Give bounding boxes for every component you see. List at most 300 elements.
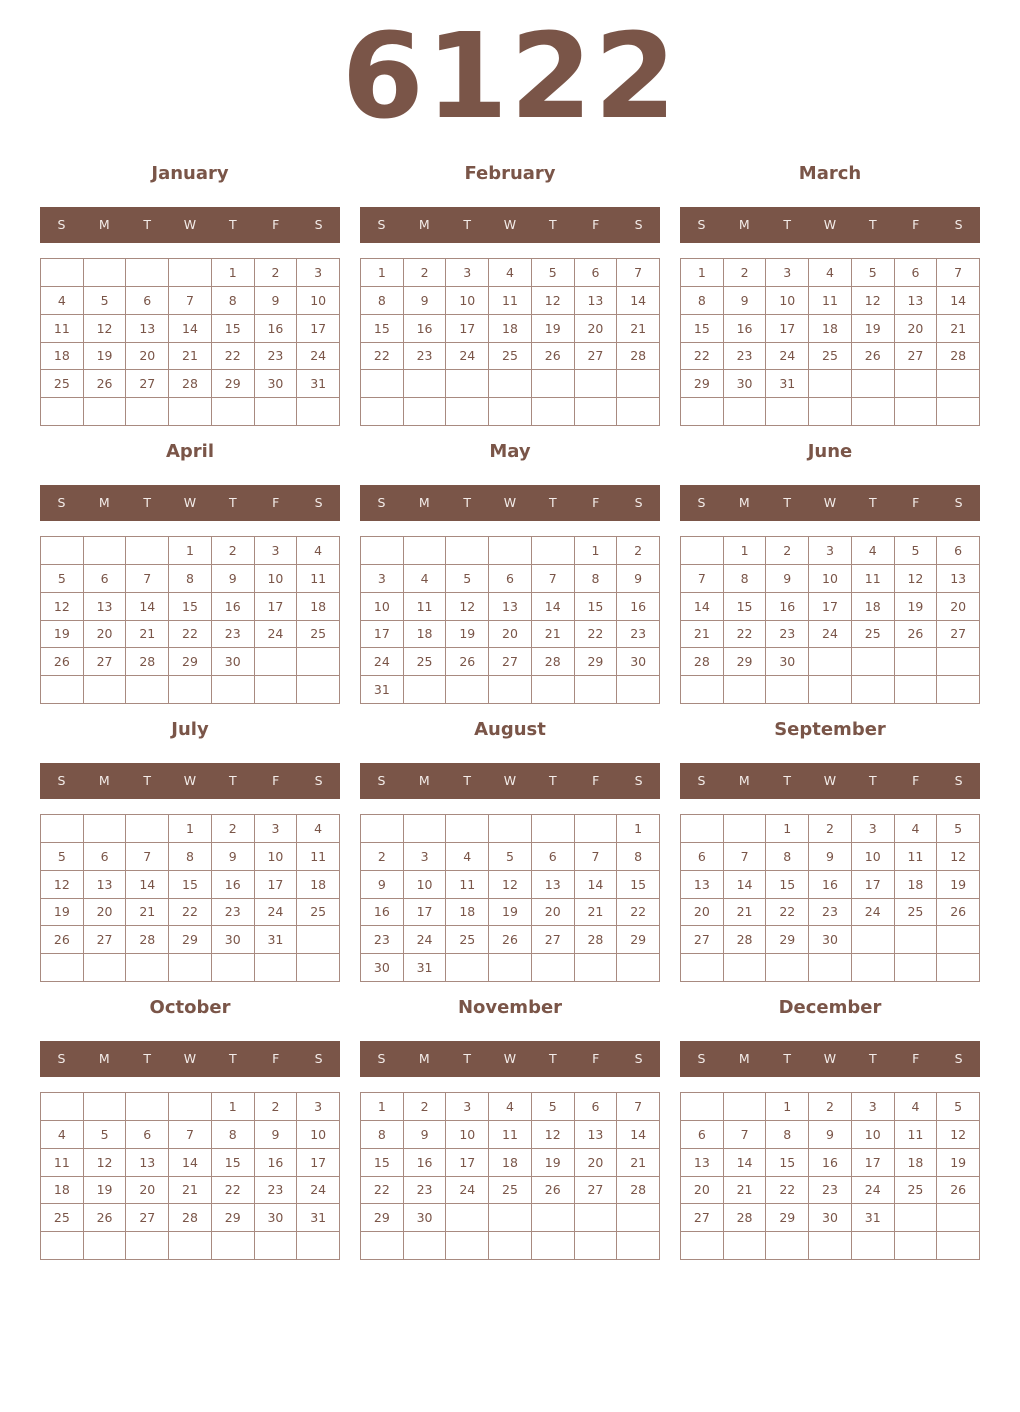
day-cell: 25 [852, 621, 895, 649]
day-grid [680, 536, 980, 704]
day-cell: 9 [404, 287, 447, 315]
empty-day-cell [766, 398, 809, 426]
day-cell: 8 [212, 287, 255, 315]
day-cell: 13 [126, 315, 169, 343]
day-cell: 21 [681, 621, 724, 649]
empty-day-cell [169, 1232, 212, 1260]
day-cell: 4 [489, 259, 532, 287]
month-name: October [149, 997, 231, 1018]
weekday-label: F [912, 773, 920, 788]
empty-day-cell [681, 954, 724, 982]
day-cell: 27 [489, 648, 532, 676]
day-cell: 15 [766, 871, 809, 899]
day-cell: 24 [255, 621, 298, 649]
day-cell: 13 [575, 287, 618, 315]
empty-day-cell [169, 398, 212, 426]
weekday-label: F [912, 1051, 920, 1066]
day-cell: 5 [532, 259, 575, 287]
weekday-label: M [738, 495, 750, 510]
day-cell: 31 [404, 954, 447, 982]
weekday-label: W [183, 495, 197, 510]
month-may [360, 436, 660, 704]
weekday-header [40, 1041, 340, 1077]
day-cell: 27 [575, 1177, 618, 1205]
day-cell: 21 [169, 343, 212, 371]
day-cell: 14 [937, 287, 980, 315]
day-cell: 9 [724, 287, 767, 315]
day-cell: 16 [255, 1149, 298, 1177]
day-cell: 20 [532, 899, 575, 927]
empty-day-cell [489, 398, 532, 426]
day-cell: 2 [212, 815, 255, 843]
day-cell: 11 [41, 315, 84, 343]
day-cell: 24 [297, 1177, 340, 1205]
weekday-label: F [592, 773, 600, 788]
weekday-label: W [503, 495, 517, 510]
empty-day-cell [126, 259, 169, 287]
day-cell: 28 [617, 1177, 660, 1205]
day-cell: 15 [766, 1149, 809, 1177]
weekday-label: S [697, 217, 706, 232]
day-cell: 18 [809, 315, 852, 343]
day-cell: 20 [681, 899, 724, 927]
day-cell: 26 [489, 926, 532, 954]
weekday-label: M [418, 217, 430, 232]
empty-day-cell [41, 954, 84, 982]
empty-day-cell [809, 676, 852, 704]
day-grid [360, 814, 660, 982]
empty-day-cell [84, 398, 127, 426]
weekday-label: T [463, 217, 471, 232]
day-cell: 7 [617, 259, 660, 287]
weekday-label: F [272, 1051, 280, 1066]
day-cell: 12 [446, 593, 489, 621]
empty-day-cell [212, 676, 255, 704]
weekday-label: S [314, 495, 323, 510]
day-cell: 23 [617, 621, 660, 649]
day-cell: 7 [617, 1093, 660, 1121]
day-cell: 18 [852, 593, 895, 621]
day-cell: 20 [489, 621, 532, 649]
day-cell: 24 [809, 621, 852, 649]
empty-day-cell [937, 648, 980, 676]
day-cell: 25 [297, 621, 340, 649]
day-cell: 28 [169, 370, 212, 398]
empty-day-cell [809, 370, 852, 398]
day-cell: 2 [404, 259, 447, 287]
day-cell: 11 [895, 843, 938, 871]
day-cell: 23 [255, 343, 298, 371]
day-cell: 18 [404, 621, 447, 649]
empty-day-cell [532, 815, 575, 843]
empty-day-cell [937, 1204, 980, 1232]
day-cell: 14 [681, 593, 724, 621]
day-cell: 4 [297, 537, 340, 565]
empty-day-cell [84, 1232, 127, 1260]
day-cell: 22 [724, 621, 767, 649]
empty-day-cell [212, 954, 255, 982]
day-cell: 20 [84, 621, 127, 649]
day-cell: 10 [852, 1121, 895, 1149]
day-cell: 28 [937, 343, 980, 371]
day-cell: 18 [895, 871, 938, 899]
day-cell: 23 [766, 621, 809, 649]
day-cell: 12 [84, 315, 127, 343]
day-cell: 2 [809, 1093, 852, 1121]
weekday-label: T [869, 217, 877, 232]
empty-day-cell [41, 398, 84, 426]
day-cell: 30 [255, 370, 298, 398]
day-cell: 8 [617, 843, 660, 871]
day-cell: 16 [404, 315, 447, 343]
weekday-label: T [783, 217, 791, 232]
day-cell: 5 [41, 565, 84, 593]
empty-day-cell [532, 954, 575, 982]
day-cell: 6 [575, 1093, 618, 1121]
day-cell: 30 [809, 1204, 852, 1232]
day-cell: 7 [724, 843, 767, 871]
empty-day-cell [575, 954, 618, 982]
day-cell: 17 [255, 593, 298, 621]
month-september [680, 714, 980, 982]
day-cell: 14 [575, 871, 618, 899]
month-name: September [774, 719, 886, 740]
day-cell: 18 [41, 343, 84, 371]
empty-day-cell [297, 926, 340, 954]
day-cell: 6 [84, 565, 127, 593]
day-cell: 7 [169, 1121, 212, 1149]
weekday-label: M [418, 495, 430, 510]
day-cell: 3 [297, 1093, 340, 1121]
day-grid [40, 1092, 340, 1260]
day-cell: 11 [489, 287, 532, 315]
weekday-header [680, 763, 980, 799]
weekday-label: T [783, 495, 791, 510]
day-cell: 3 [766, 259, 809, 287]
weekday-label: M [738, 217, 750, 232]
day-cell: 11 [41, 1149, 84, 1177]
day-cell: 16 [212, 871, 255, 899]
weekday-header [360, 485, 660, 521]
day-cell: 8 [212, 1121, 255, 1149]
day-cell: 14 [617, 287, 660, 315]
weekday-label: F [912, 495, 920, 510]
month-march [680, 158, 980, 426]
day-cell: 21 [937, 315, 980, 343]
empty-day-cell [361, 1232, 404, 1260]
day-cell: 14 [724, 1149, 767, 1177]
day-cell: 20 [681, 1177, 724, 1205]
empty-day-cell [809, 954, 852, 982]
empty-day-cell [937, 926, 980, 954]
month-august [360, 714, 660, 982]
day-cell: 21 [126, 899, 169, 927]
day-cell: 23 [724, 343, 767, 371]
empty-day-cell [41, 1093, 84, 1121]
empty-day-cell [361, 398, 404, 426]
weekday-label: T [143, 1051, 151, 1066]
day-cell: 30 [212, 926, 255, 954]
day-cell: 4 [895, 1093, 938, 1121]
day-cell: 15 [169, 593, 212, 621]
empty-day-cell [937, 370, 980, 398]
month-name: March [798, 163, 862, 184]
day-cell: 15 [575, 593, 618, 621]
day-cell: 13 [895, 287, 938, 315]
day-cell: 6 [489, 565, 532, 593]
empty-day-cell [446, 954, 489, 982]
day-cell: 28 [724, 1204, 767, 1232]
day-cell: 3 [809, 537, 852, 565]
day-cell: 18 [489, 1149, 532, 1177]
day-cell: 19 [446, 621, 489, 649]
day-cell: 29 [361, 1204, 404, 1232]
day-cell: 16 [809, 871, 852, 899]
empty-day-cell [41, 815, 84, 843]
empty-day-cell [895, 398, 938, 426]
day-cell: 9 [809, 843, 852, 871]
empty-day-cell [255, 954, 298, 982]
empty-day-cell [169, 954, 212, 982]
day-cell: 30 [766, 648, 809, 676]
day-cell: 18 [297, 593, 340, 621]
weekday-label: S [634, 1051, 643, 1066]
empty-day-cell [766, 1232, 809, 1260]
day-cell: 16 [255, 315, 298, 343]
weekday-label: M [738, 1051, 750, 1066]
year-title: 6122 [341, 7, 679, 145]
empty-day-cell [895, 648, 938, 676]
empty-day-cell [404, 676, 447, 704]
day-cell: 20 [937, 593, 980, 621]
weekday-header [680, 1041, 980, 1077]
empty-day-cell [297, 648, 340, 676]
empty-day-cell [489, 537, 532, 565]
month-january [40, 158, 340, 426]
day-cell: 25 [809, 343, 852, 371]
months-grid [40, 158, 980, 1260]
day-cell: 31 [297, 370, 340, 398]
day-cell: 11 [297, 565, 340, 593]
empty-day-cell [126, 815, 169, 843]
day-cell: 9 [255, 1121, 298, 1149]
day-cell: 19 [532, 315, 575, 343]
empty-day-cell [361, 370, 404, 398]
day-cell: 26 [937, 1177, 980, 1205]
day-cell: 27 [126, 370, 169, 398]
weekday-label: S [314, 1051, 323, 1066]
day-cell: 22 [766, 899, 809, 927]
day-cell: 2 [255, 1093, 298, 1121]
empty-day-cell [617, 1204, 660, 1232]
day-cell: 27 [937, 621, 980, 649]
empty-day-cell [895, 1232, 938, 1260]
empty-day-cell [84, 1093, 127, 1121]
weekday-label: S [377, 773, 386, 788]
empty-day-cell [766, 954, 809, 982]
day-cell: 24 [766, 343, 809, 371]
empty-day-cell [297, 676, 340, 704]
empty-day-cell [84, 537, 127, 565]
day-cell: 6 [895, 259, 938, 287]
empty-day-cell [724, 1232, 767, 1260]
empty-day-cell [937, 676, 980, 704]
day-cell: 7 [169, 287, 212, 315]
day-cell: 19 [41, 899, 84, 927]
day-cell: 19 [937, 1149, 980, 1177]
day-cell: 19 [489, 899, 532, 927]
empty-day-cell [617, 370, 660, 398]
empty-day-cell [255, 398, 298, 426]
day-cell: 29 [575, 648, 618, 676]
day-cell: 2 [404, 1093, 447, 1121]
weekday-label: S [634, 495, 643, 510]
empty-day-cell [169, 259, 212, 287]
empty-day-cell [532, 370, 575, 398]
day-cell: 22 [169, 621, 212, 649]
day-cell: 24 [852, 1177, 895, 1205]
day-cell: 25 [895, 1177, 938, 1205]
day-cell: 7 [532, 565, 575, 593]
day-cell: 8 [169, 843, 212, 871]
day-cell: 22 [766, 1177, 809, 1205]
weekday-label: T [229, 1051, 237, 1066]
weekday-label: T [463, 1051, 471, 1066]
empty-day-cell [297, 398, 340, 426]
empty-day-cell [532, 1204, 575, 1232]
empty-day-cell [126, 676, 169, 704]
weekday-label: S [57, 773, 66, 788]
weekday-header [360, 763, 660, 799]
day-cell: 6 [681, 843, 724, 871]
day-cell: 15 [169, 871, 212, 899]
day-cell: 25 [446, 926, 489, 954]
day-cell: 12 [41, 593, 84, 621]
day-cell: 5 [84, 1121, 127, 1149]
day-cell: 4 [809, 259, 852, 287]
day-cell: 3 [297, 259, 340, 287]
month-july [40, 714, 340, 982]
weekday-label: S [57, 217, 66, 232]
empty-day-cell [809, 398, 852, 426]
day-cell: 1 [361, 259, 404, 287]
empty-day-cell [681, 1093, 724, 1121]
empty-day-cell [404, 370, 447, 398]
empty-day-cell [404, 398, 447, 426]
day-cell: 31 [255, 926, 298, 954]
empty-day-cell [766, 676, 809, 704]
weekday-header [360, 1041, 660, 1077]
day-cell: 5 [446, 565, 489, 593]
day-cell: 24 [361, 648, 404, 676]
day-cell: 21 [532, 621, 575, 649]
day-cell: 13 [126, 1149, 169, 1177]
day-cell: 13 [681, 871, 724, 899]
day-grid [680, 258, 980, 426]
empty-day-cell [532, 537, 575, 565]
day-cell: 29 [617, 926, 660, 954]
day-cell: 10 [446, 1121, 489, 1149]
day-cell: 29 [169, 648, 212, 676]
day-cell: 13 [489, 593, 532, 621]
day-cell: 10 [766, 287, 809, 315]
empty-day-cell [532, 676, 575, 704]
weekday-label: S [954, 495, 963, 510]
day-cell: 2 [766, 537, 809, 565]
day-cell: 27 [681, 1204, 724, 1232]
day-cell: 10 [297, 287, 340, 315]
weekday-label: M [418, 1051, 430, 1066]
day-cell: 6 [126, 287, 169, 315]
weekday-label: T [143, 495, 151, 510]
day-cell: 21 [126, 621, 169, 649]
day-cell: 4 [297, 815, 340, 843]
empty-day-cell [895, 1204, 938, 1232]
day-cell: 9 [361, 871, 404, 899]
day-cell: 12 [895, 565, 938, 593]
empty-day-cell [84, 815, 127, 843]
weekday-label: W [183, 773, 197, 788]
weekday-label: F [592, 1051, 600, 1066]
day-cell: 23 [809, 1177, 852, 1205]
day-cell: 17 [404, 899, 447, 927]
weekday-label: F [592, 217, 600, 232]
day-cell: 8 [766, 1121, 809, 1149]
day-cell: 27 [126, 1204, 169, 1232]
day-cell: 10 [297, 1121, 340, 1149]
day-cell: 7 [575, 843, 618, 871]
day-cell: 10 [809, 565, 852, 593]
day-cell: 18 [446, 899, 489, 927]
empty-day-cell [724, 815, 767, 843]
empty-day-cell [84, 259, 127, 287]
empty-day-cell [937, 954, 980, 982]
empty-day-cell [361, 815, 404, 843]
month-name: June [807, 441, 853, 462]
day-cell: 8 [766, 843, 809, 871]
day-cell: 19 [532, 1149, 575, 1177]
day-cell: 29 [766, 926, 809, 954]
day-cell: 30 [809, 926, 852, 954]
day-cell: 16 [617, 593, 660, 621]
month-february [360, 158, 660, 426]
month-name: December [778, 997, 882, 1018]
day-cell: 29 [724, 648, 767, 676]
day-cell: 8 [575, 565, 618, 593]
day-cell: 16 [766, 593, 809, 621]
empty-day-cell [617, 1232, 660, 1260]
weekday-label: T [869, 773, 877, 788]
day-cell: 21 [724, 899, 767, 927]
empty-day-cell [126, 1093, 169, 1121]
empty-day-cell [169, 1093, 212, 1121]
empty-day-cell [489, 815, 532, 843]
day-cell: 5 [937, 1093, 980, 1121]
weekday-label: S [954, 217, 963, 232]
day-cell: 16 [809, 1149, 852, 1177]
weekday-label: S [634, 217, 643, 232]
day-cell: 21 [617, 1149, 660, 1177]
day-grid [680, 1092, 980, 1260]
day-cell: 27 [84, 926, 127, 954]
day-cell: 6 [575, 259, 618, 287]
empty-day-cell [617, 676, 660, 704]
month-october [40, 992, 340, 1260]
day-cell: 19 [84, 343, 127, 371]
day-cell: 17 [297, 1149, 340, 1177]
day-cell: 1 [575, 537, 618, 565]
day-cell: 6 [84, 843, 127, 871]
